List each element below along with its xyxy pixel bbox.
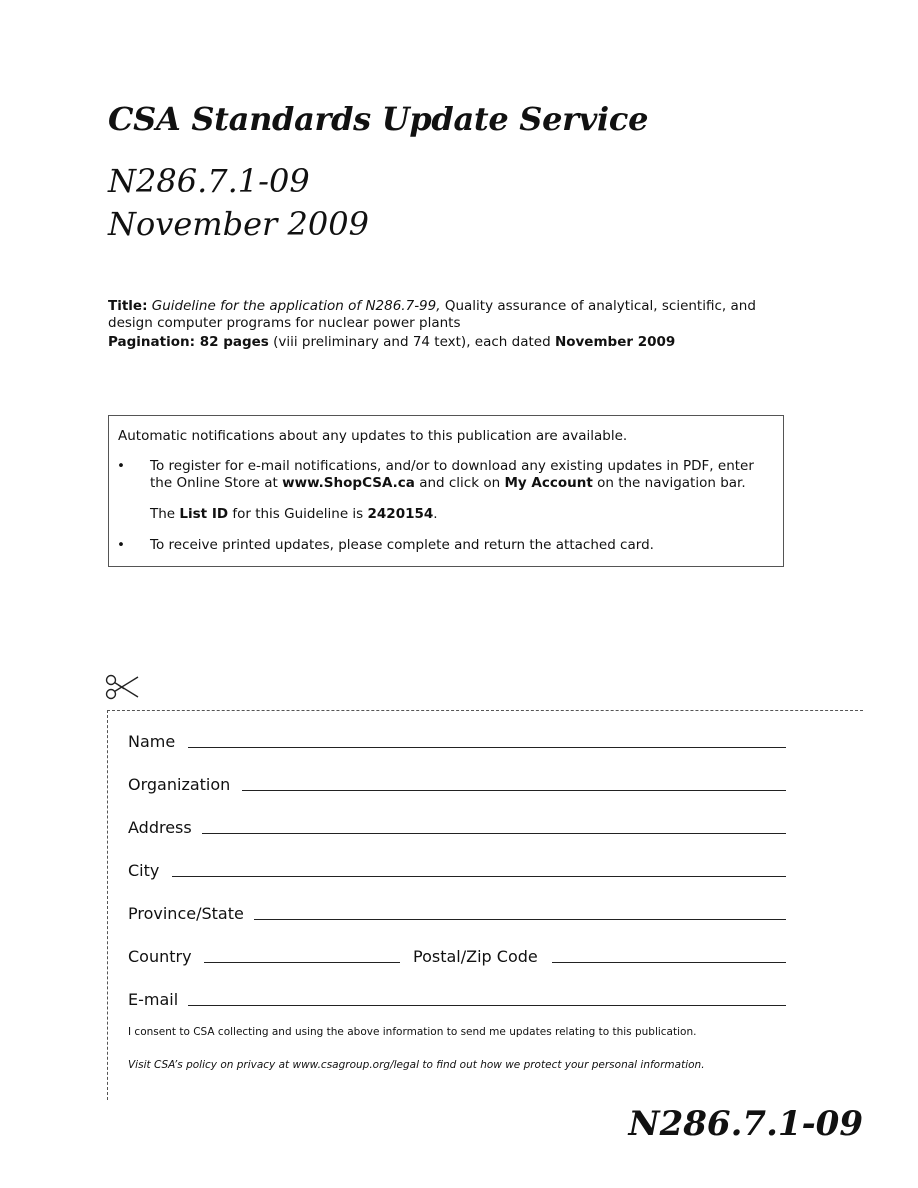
organization-label: Organization [128, 775, 231, 794]
province-label: Province/State [128, 904, 244, 923]
list-id-text-2: for this Guideline is [228, 506, 368, 522]
city-field[interactable] [172, 876, 786, 877]
my-account-link[interactable]: My Account [504, 475, 593, 491]
bullet-2: • [117, 537, 125, 553]
address-label: Address [128, 818, 192, 837]
list-id-label: List ID [179, 506, 229, 522]
list-id-text-3: . [433, 506, 438, 522]
name-field[interactable] [188, 747, 786, 748]
email-label: E-mail [128, 990, 179, 1009]
pagination-info [108, 334, 798, 351]
city-label: City [128, 861, 160, 880]
register-text-2: and click on [414, 475, 505, 491]
address-field[interactable] [202, 833, 786, 834]
name-label: Name [128, 732, 176, 751]
bullet-1: • [117, 458, 125, 474]
title-info [108, 298, 798, 332]
country-label: Country [128, 947, 192, 966]
notice-intro: Automatic notifications about any updates to this publication are available. [118, 428, 628, 444]
title-italic: Guideline for the application of N286.7-99, [151, 298, 441, 314]
footer-document-number: N286.7.1-09 [628, 1104, 863, 1144]
document-number: N286.7.1-09 [108, 162, 310, 200]
country-field[interactable] [204, 962, 400, 963]
province-field[interactable] [254, 919, 786, 920]
email-field[interactable] [188, 1005, 786, 1006]
cut-line-left [107, 710, 108, 1100]
list-id-value: 2420154 [367, 506, 434, 522]
register-text-1: To register for e-mail notifications, and/or to download any existing updates in PDF, enter the Online Store at [150, 458, 754, 491]
scissors-icon [104, 672, 140, 702]
pagination-label: Pagination: 82 pages [108, 334, 269, 350]
pagination-date: November 2009 [554, 334, 676, 350]
list-id-line [150, 506, 778, 523]
privacy-text: Visit CSA’s policy on privacy at www.csagroup.org/legal to find out how we protect your personal information. [128, 1059, 705, 1071]
list-id-text-1: The [150, 506, 180, 522]
postal-label: Postal/Zip Code [413, 947, 538, 966]
notice-bullet-printed: To receive printed updates, please complete and return the attached card. [150, 537, 654, 553]
document-date: November 2009 [108, 205, 369, 243]
title-rest: Quality assurance of analytical, scientific, and design computer programs for nuclear power plants [108, 298, 756, 331]
page-title: CSA Standards Update Service [108, 100, 649, 138]
notice-bullet-register [150, 458, 778, 492]
postal-field[interactable] [552, 962, 786, 963]
title-label: Title: [108, 298, 148, 314]
organization-field[interactable] [242, 790, 786, 791]
shop-link[interactable]: www.ShopCSA.ca [282, 475, 415, 491]
notification-box [108, 415, 784, 567]
register-text-3: on the navigation bar. [592, 475, 746, 491]
pagination-rest: (viii preliminary and 74 text), each dated [268, 334, 555, 350]
consent-text: I consent to CSA collecting and using the above information to send me updates relating to this publication. [128, 1026, 697, 1038]
cut-line-top [107, 710, 863, 711]
